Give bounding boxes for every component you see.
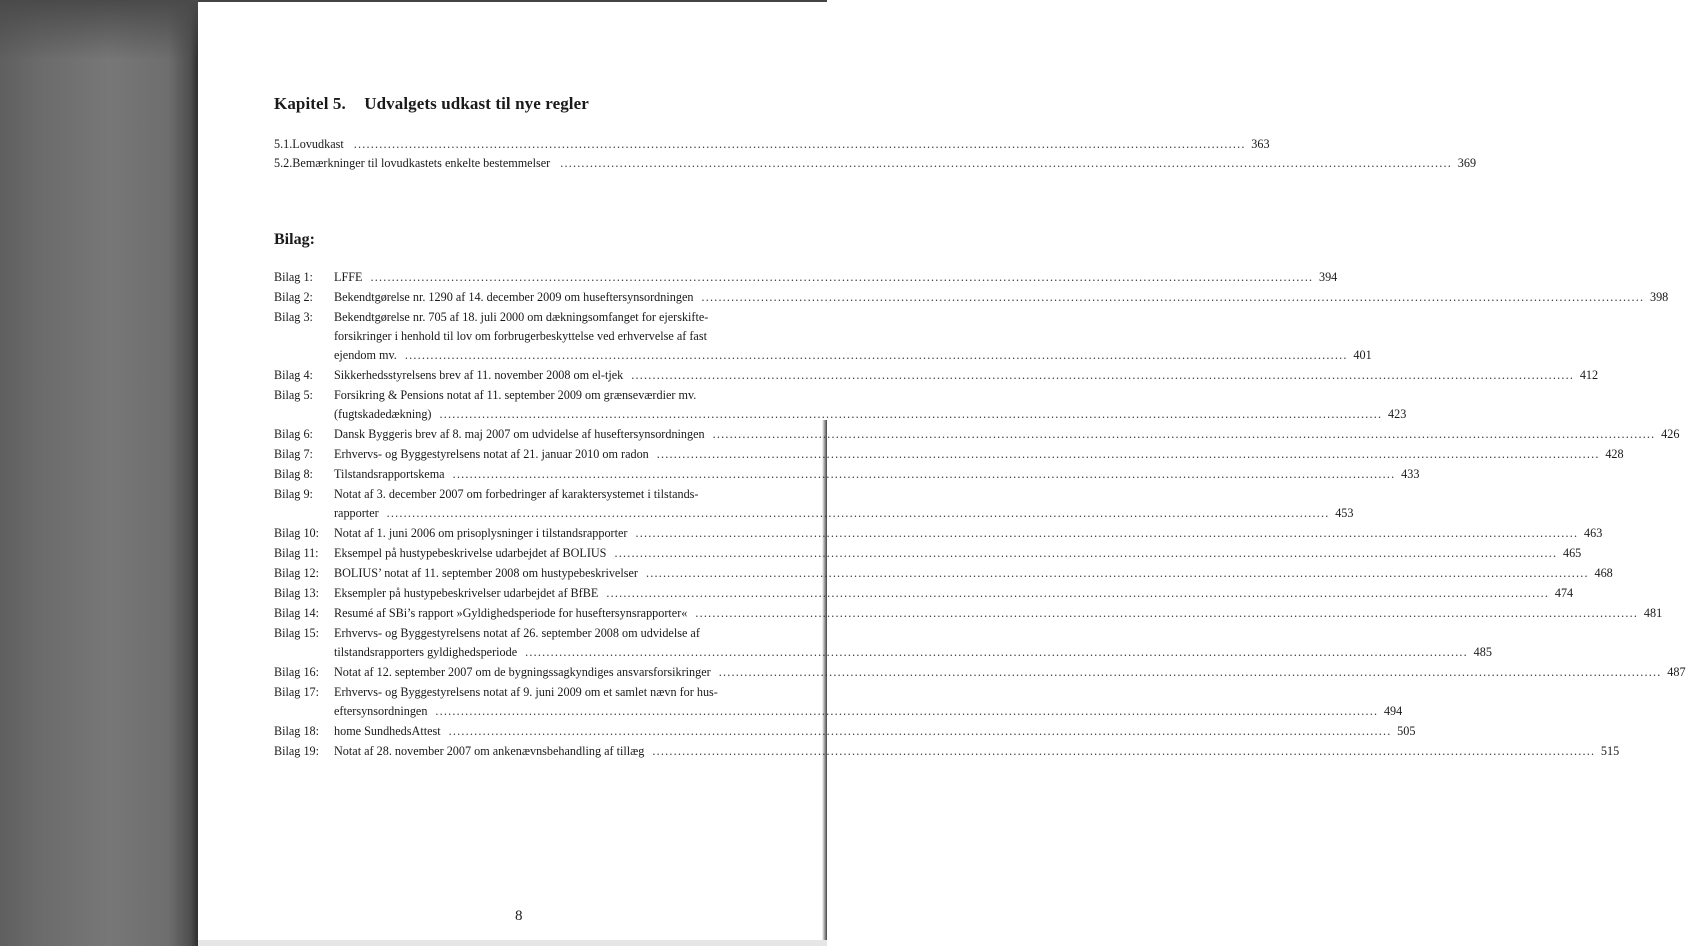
bilag-body xyxy=(334,465,1419,484)
leader-dots xyxy=(614,544,1557,563)
bilag-entry xyxy=(274,584,1574,603)
leader-dots xyxy=(370,268,1313,287)
bilag-entry xyxy=(274,288,1669,307)
bilag-title-text: Notat af 28. november 2007 om ankenævnsbehandling af tillæg xyxy=(334,744,645,758)
section-number: 5.1. xyxy=(274,137,293,151)
bilag-entry xyxy=(274,624,1492,662)
leader-dots xyxy=(646,564,1589,583)
bilag-label: Bilag 15: xyxy=(274,626,320,640)
scan-bottom-edge xyxy=(198,940,827,946)
bilag-page: 426 xyxy=(1661,427,1680,441)
bilag-label: Bilag 19: xyxy=(274,744,320,758)
bilag-title-text: (fugtskadedækning) xyxy=(334,407,432,421)
bilag-label: Bilag 2: xyxy=(274,290,313,304)
bilag-line xyxy=(334,604,1662,623)
bilag-title-text: Erhvervs- og Byggestyrelsens notat af 9. juni 2009 om et samlet nævn for hus- xyxy=(334,685,718,699)
bilag-page: 494 xyxy=(1383,704,1403,718)
toc-row-5-2 xyxy=(274,154,1477,173)
leader-dots xyxy=(713,425,1656,444)
section-page: 363 xyxy=(1251,137,1270,151)
bilag-label: Bilag 1: xyxy=(274,270,313,284)
bilag-page: 487 xyxy=(1667,665,1686,679)
bilag-entry xyxy=(274,308,1372,365)
bilag-title-text: Notat af 1. juni 2006 om prisoplysninger i tilstandsrapporter xyxy=(334,526,628,540)
bilag-label: Bilag 3: xyxy=(274,310,313,324)
bilag-title-text: Notat af 3. december 2007 om forbedringer af karaktersystemet i tilstands- xyxy=(334,487,699,501)
bilag-heading: Bilag: xyxy=(274,231,315,248)
bilag-body xyxy=(334,742,1619,761)
bilag-line xyxy=(334,624,1492,643)
bilag-body xyxy=(334,268,1337,287)
bilag-label: Bilag 14: xyxy=(274,606,320,620)
bilag-entry xyxy=(274,564,1613,583)
bilag-list xyxy=(274,268,1686,762)
bilag-line xyxy=(334,584,1573,603)
toc-row-5-1 xyxy=(274,135,1270,154)
bilag-body xyxy=(334,683,1402,721)
bilag-entry xyxy=(274,742,1620,761)
leader-dots xyxy=(405,346,1348,365)
bilag-line xyxy=(334,564,1613,583)
bilag-title-text: Eksempler på hustypebeskrivelser udarbejdet af BfBE xyxy=(334,586,599,600)
bilag-entry xyxy=(274,465,1420,484)
leader-dots xyxy=(652,742,1595,761)
bilag-line xyxy=(334,268,1337,287)
bilag-title-text: Forsikring & Pensions notat af 11. september 2009 om grænseværdier mv. xyxy=(334,388,697,402)
bilag-title-text: Sikkerhedsstyrelsens brev af 11. november 2008 om el-tjek xyxy=(334,368,624,382)
bilag-title-text: forsikringer i henhold til lov om forbrugerbeskyttelse ved erhvervelse af fast xyxy=(334,329,707,343)
bilag-title-text: Eksempel på hustypebeskrivelse udarbejdet af BOLIUS xyxy=(334,546,607,560)
bilag-title-text: Tilstandsrapportskema xyxy=(334,467,445,481)
leader-dots xyxy=(354,135,1246,154)
leader-dots xyxy=(453,465,1396,484)
bilag-page: 515 xyxy=(1600,744,1620,758)
bilag-line xyxy=(334,366,1598,385)
bilag-label: Bilag 7: xyxy=(274,447,313,461)
bilag-line xyxy=(334,524,1602,543)
bilag-page: 465 xyxy=(1562,546,1582,560)
bilag-line xyxy=(334,485,1353,504)
bilag-page: 474 xyxy=(1554,586,1574,600)
bilag-page: 412 xyxy=(1579,368,1599,382)
page-number: 8 xyxy=(515,908,523,924)
bilag-line xyxy=(334,308,1372,327)
bilag-title-text: Dansk Byggeris brev af 8. maj 2007 om udvidelse af huseftersynsordningen xyxy=(334,427,705,441)
leader-dots xyxy=(695,604,1638,623)
bilag-page: 394 xyxy=(1318,270,1338,284)
bilag-entry xyxy=(274,268,1338,287)
bilag-body xyxy=(334,485,1353,523)
bilag-entry xyxy=(274,683,1403,721)
bilag-title-text: LFFE xyxy=(334,270,363,284)
leader-dots xyxy=(631,366,1574,385)
leader-dots xyxy=(439,405,1382,424)
bilag-title-text: Resumé af SBi’s rapport »Gyldighedsperiode for huseftersynsrapporter« xyxy=(334,606,688,620)
bilag-line xyxy=(334,405,1406,424)
bilag-label: Bilag 18: xyxy=(274,724,320,738)
bilag-entry xyxy=(274,544,1582,563)
bilag-page: 485 xyxy=(1473,645,1492,659)
bilag-entry xyxy=(274,425,1680,444)
bilag-entry xyxy=(274,445,1624,464)
bilag-body xyxy=(334,544,1581,563)
bilag-line xyxy=(334,722,1415,741)
bilag-page: 433 xyxy=(1401,467,1420,481)
bilag-label: Bilag 11: xyxy=(274,546,319,560)
bilag-line xyxy=(334,445,1624,464)
bilag-title-text: rapporter xyxy=(334,506,379,520)
bilag-body xyxy=(334,584,1573,603)
bilag-page: 468 xyxy=(1594,566,1613,580)
bilag-line xyxy=(334,544,1581,563)
bilag-line xyxy=(334,425,1679,444)
leader-dots xyxy=(635,524,1578,543)
bilag-entry xyxy=(274,485,1354,523)
leader-dots xyxy=(387,504,1330,523)
bilag-body xyxy=(334,524,1602,543)
bilag-page: 481 xyxy=(1643,606,1663,620)
bilag-page: 463 xyxy=(1584,526,1603,540)
bilag-title-text: Bekendtgørelse nr. 705 af 18. juli 2000 om dækningsomfanget for ejerskifte- xyxy=(334,310,709,324)
leader-dots xyxy=(525,643,1468,662)
bilag-entry xyxy=(274,366,1599,385)
bilag-title-text: Erhvervs- og Byggestyrelsens notat af 21. januar 2010 om radon xyxy=(334,447,649,461)
bilag-title-text: Bekendtgørelse nr. 1290 af 14. december 2009 om huseftersynsordningen xyxy=(334,290,694,304)
bilag-title-text: tilstandsrapporters gyldighedsperiode xyxy=(334,645,518,659)
bilag-label: Bilag 6: xyxy=(274,427,313,441)
bilag-line xyxy=(334,288,1668,307)
bilag-page: 505 xyxy=(1397,724,1416,738)
scan-shadow-left xyxy=(0,0,198,946)
bilag-label: Bilag 4: xyxy=(274,368,313,382)
bilag-label: Bilag 13: xyxy=(274,586,320,600)
bilag-body xyxy=(334,366,1598,385)
bilag-label: Bilag 10: xyxy=(274,526,320,540)
bilag-line xyxy=(334,663,1686,682)
chapter-heading xyxy=(274,94,589,114)
leader-dots xyxy=(560,154,1452,173)
section-page: 369 xyxy=(1457,156,1477,170)
bilag-body xyxy=(334,425,1679,444)
bilag-body xyxy=(334,564,1613,583)
bilag-line xyxy=(334,504,1353,523)
bilag-line xyxy=(334,683,1402,702)
bilag-line xyxy=(334,346,1372,365)
bilag-page: 423 xyxy=(1388,407,1407,421)
bilag-entry xyxy=(274,722,1416,741)
section-title: Lovudkast xyxy=(292,137,344,151)
bilag-page: 453 xyxy=(1335,506,1354,520)
bilag-page: 398 xyxy=(1649,290,1669,304)
bilag-line xyxy=(334,465,1419,484)
bilag-entry xyxy=(274,524,1603,543)
bilag-body xyxy=(334,445,1624,464)
bilag-title-text: Notat af 12. september 2007 om de bygningssagkyndiges ansvarsforsikringer xyxy=(334,665,711,679)
bilag-line xyxy=(334,327,1372,346)
bilag-body xyxy=(334,288,1668,307)
bilag-line xyxy=(334,742,1619,761)
section-number: 5.2. xyxy=(274,156,293,170)
chapter-title: Udvalgets udkast til nye regler xyxy=(364,94,589,113)
bilag-line xyxy=(334,702,1402,721)
section-title: Bemærkninger til lovudkastets enkelte bestemmelser xyxy=(292,156,551,170)
bilag-entry xyxy=(274,604,1663,623)
bilag-page: 401 xyxy=(1353,348,1372,362)
bilag-page: 428 xyxy=(1605,447,1624,461)
leader-dots xyxy=(719,663,1662,682)
chapter-number: Kapitel 5. xyxy=(274,94,346,113)
leader-dots xyxy=(657,445,1600,464)
leader-dots xyxy=(449,722,1392,741)
bilag-title-text: Erhvervs- og Byggestyrelsens notat af 26. september 2008 om udvidelse af xyxy=(334,626,700,640)
bilag-label: Bilag 17: xyxy=(274,685,320,699)
bilag-label: Bilag 8: xyxy=(274,467,313,481)
bilag-title-text: home SundhedsAttest xyxy=(334,724,441,738)
bilag-body xyxy=(334,386,1406,424)
bilag-label: Bilag 12: xyxy=(274,566,320,580)
bilag-label: Bilag 9: xyxy=(274,487,313,501)
bilag-label: Bilag 5: xyxy=(274,388,313,402)
bilag-entry xyxy=(274,663,1686,682)
bilag-title-text: eftersynsordningen xyxy=(334,704,428,718)
bilag-title-text: ejendom mv. xyxy=(334,348,397,362)
bilag-entry xyxy=(274,386,1407,424)
bilag-line xyxy=(334,386,1406,405)
bilag-body xyxy=(334,722,1415,741)
bilag-line xyxy=(334,643,1492,662)
bilag-title-text: BOLIUS’ notat af 11. september 2008 om hustypebeskrivelser xyxy=(334,566,638,580)
leader-dots xyxy=(701,288,1644,307)
leader-dots xyxy=(606,584,1549,603)
bilag-body xyxy=(334,308,1372,365)
bilag-body xyxy=(334,604,1662,623)
bilag-body xyxy=(334,624,1492,662)
leader-dots xyxy=(435,702,1378,721)
bilag-label: Bilag 16: xyxy=(274,665,320,679)
bilag-body xyxy=(334,663,1686,682)
